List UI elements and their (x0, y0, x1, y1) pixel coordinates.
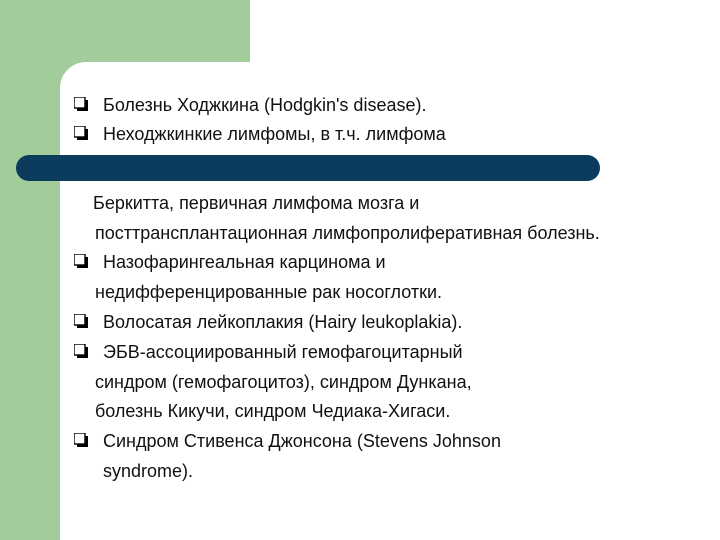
checkbox-bullet-icon (74, 97, 88, 111)
checkbox-bullet-icon (74, 344, 88, 358)
checkbox-bullet-icon (74, 254, 88, 268)
continuation-line: syndrome). (103, 461, 194, 481)
continuation-line: синдром (гемофагоцитоз), синдром Дункана, (95, 372, 472, 392)
bullet-line: ЭБВ-ассоциированный гемофагоцитарный (103, 342, 463, 362)
continuation-line: Беркитта, первичная лимфома мозга и (93, 193, 420, 213)
checkbox-bullet-icon (74, 433, 88, 447)
bullet-line: Волосатая лейкоплакия (Hairy leukoplakia). (103, 312, 463, 332)
bullet-line: Синдром Стивенса Джонсона (Stevens Johnson (103, 431, 501, 451)
continuation-line: посттрансплантационная лимфопролиферативная болезнь. (95, 223, 600, 243)
bullet-line: Неходжкинкие лимфомы, в т.ч. лимфома (103, 124, 446, 144)
bullet-line: Назофарингеальная карцинома и (103, 252, 386, 272)
bullet-line: Болезнь Ходжкина (Hodgkin's disease). (103, 95, 427, 115)
continuation-line: болезнь Кикучи, синдром Чедиака-Хигаси. (95, 401, 451, 421)
continuation-line: недифференцированные рак носоглотки. (95, 282, 443, 302)
checkbox-bullet-icon (74, 314, 88, 328)
navy-divider-bar (16, 155, 600, 181)
checkbox-bullet-icon (74, 126, 88, 140)
